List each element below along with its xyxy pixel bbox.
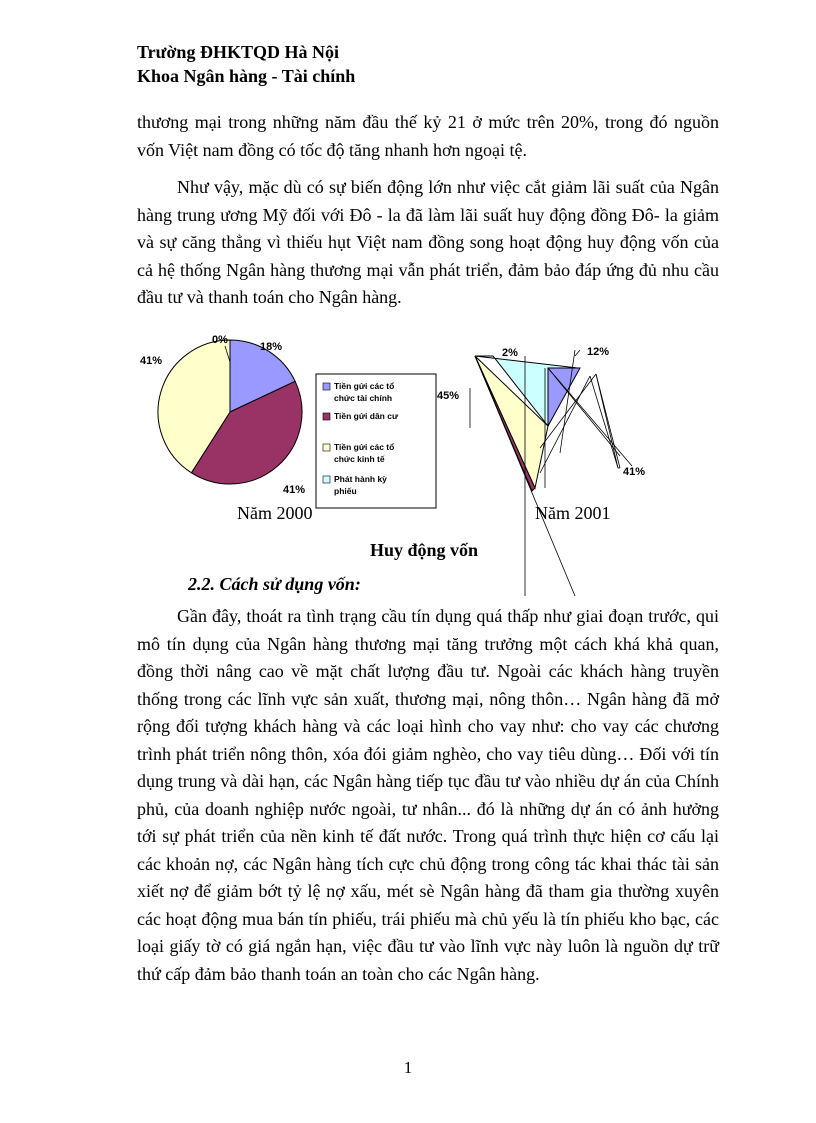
chart-legend bbox=[316, 374, 436, 508]
caption-2000: Năm 2000 bbox=[237, 503, 313, 523]
legend-swatch-dan-cu bbox=[323, 413, 330, 420]
page-number: 1 bbox=[403, 1058, 413, 1077]
legend-swatch-to-chuc-kinh-te bbox=[323, 444, 330, 451]
paragraph-2: Như vậy, mặc dù có sự biến động lớn như việc cắt giảm lãi suất của Ngân hàng trung ương Mỹ đối với Đô - la đã làm lãi suất huy động đồng Đô- la giảm và sự căng thẳng vì thiếu hụt Việt nam đồng song hoạt động huy động vốn của cả hệ thống Ngân hàng thương mại vẫn phát triển, đảm bảo đáp ứng đủ nhu cầu đầu tư và thanh toán cho Ngân hàng. bbox=[137, 177, 719, 307]
document-header bbox=[137, 40, 355, 88]
pie-2000-label-0: 0% bbox=[212, 334, 228, 346]
pie-2001-label-45: 45% bbox=[437, 390, 460, 402]
pie-2001-label-41: 41% bbox=[623, 466, 646, 478]
school-name: Trường ĐHKTQD Hà Nội bbox=[137, 42, 339, 62]
pie-2000-label-41-dan-cu: 41% bbox=[283, 484, 306, 496]
paragraph-3: Gần đây, thoát ra tình trạng cầu tín dụng quá thấp như giai đoạn trước, qui mô tín dụng của Ngân hàng thương mại tăng trưởng một cách khá khả quan, đồng thời nâng cao về mặt chất lượng đầu tư. Ngoài các khách hàng truyền thống trong các lĩnh vực sản xuất, thương mại, nông thôn… Ngân hàng đã mở rộng đối tượng khách hàng và các loại hình cho vay như: cho vay các chương trình phát triển nông thôn, xóa đói giảm nghèo, cho vay tiêu dùng… Đối với tín dụng trung và dài hạn, các Ngân hàng tiếp tục đầu tư vào nhiều dự án của Chính phủ, của doanh nghiệp nước ngoài, tư nhân... đó là những dự án có ảnh hưởng tới sự phát triển của nền kinh tế đất nước. Trong quá trình thực hiện cơ cấu lại các khoản nợ, các Ngân hàng tích cực chủ động trong công tác khai thác tài sản xiết nợ để giảm bớt tỷ lệ nợ xấu, mét sè Ngân hàng đã tham gia thường xuyên các hoạt động mua bán tín phiếu, trái phiếu mà chủ yếu là tín phiếu kho bạc, các loại giấy tờ có giá ngắn hạn, việc đầu tư vào lĩnh vực này luôn là nguồn dự trữ thứ cấp đảm bảo thanh toán an toàn cho các Ngân hàng. bbox=[137, 606, 719, 984]
pie-2001-leader-12 bbox=[575, 350, 580, 356]
pie-2001-label-12: 12% bbox=[587, 346, 610, 358]
pie-2000 bbox=[140, 334, 305, 496]
faculty-name: Khoa Ngân hàng - Tài chính bbox=[137, 66, 356, 86]
caption-2001: Năm 2001 bbox=[535, 503, 611, 523]
section-heading: 2.2. Cách sử dụng vốn: bbox=[188, 574, 361, 594]
legend-swatch-to-chuc-tai-chinh bbox=[323, 383, 330, 390]
legend-dan-cu: Tiền gửi dân cư bbox=[334, 411, 399, 421]
pie-2001-leader-f bbox=[560, 350, 575, 453]
pie-2001-leader-k bbox=[596, 374, 618, 468]
pie-2000-label-18: 18% bbox=[260, 341, 283, 353]
legend-swatch-ky-phieu bbox=[323, 476, 330, 483]
legend-ky-phieu: Phát hành kỳ phiếu bbox=[334, 474, 387, 496]
pie-2001-label-2: 2% bbox=[502, 347, 518, 359]
legend-to-chuc-kinh-te: Tiền gửi các tổ chức kinh tế bbox=[334, 442, 395, 464]
pie-2001-slice-to-chuc-tai-chinh bbox=[548, 368, 580, 426]
legend-to-chuc-tai-chinh: Tiền gửi các tổ chức tài chính bbox=[334, 381, 395, 403]
pie-2000-label-41-kinh-te: 41% bbox=[140, 355, 163, 367]
paragraph-1: thương mại trong những năm đầu thế kỷ 21 ở mức trên 20%, trong đó nguồn vốn Việt nam đồng có tốc độ tăng nhanh hơn ngoại tệ. bbox=[137, 112, 719, 160]
figure-title: Huy động vốn bbox=[370, 540, 479, 560]
